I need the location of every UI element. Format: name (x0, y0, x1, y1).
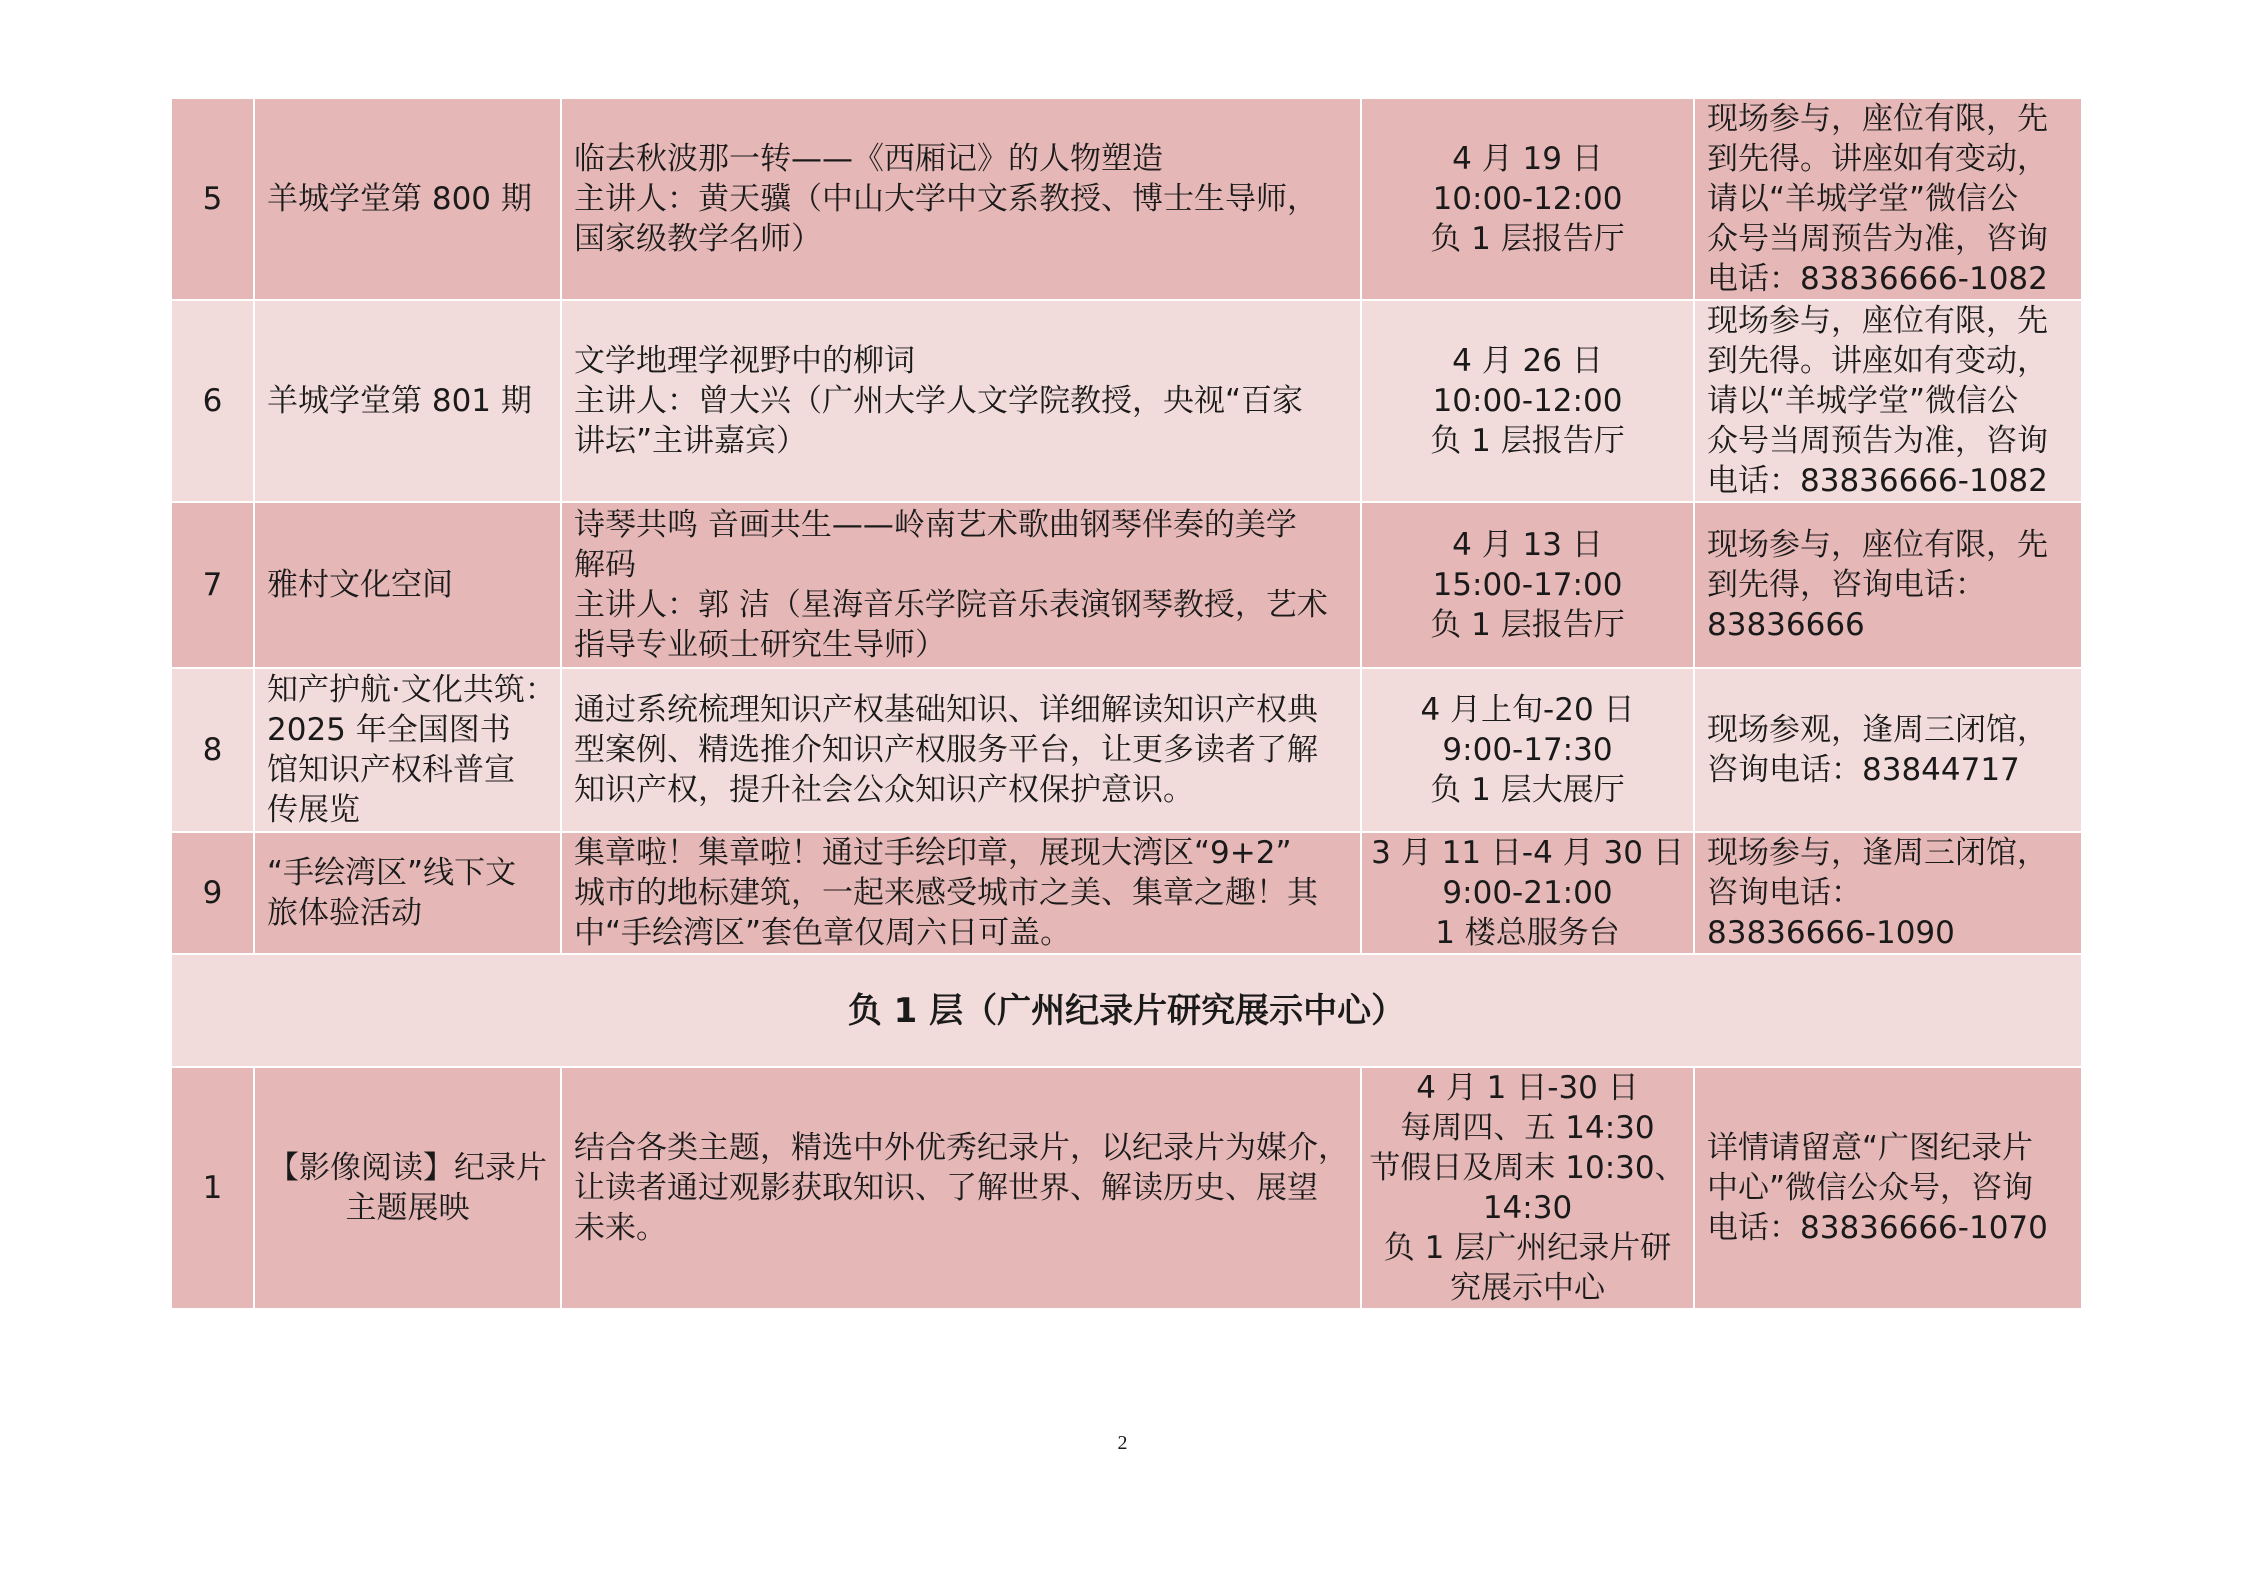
event-time-place: 4 月 13 日 15:00-17:00 负 1 层报告厅 (1361, 502, 1694, 668)
event-note: 现场参与，座位有限，先 到先得。讲座如有变动， 请以“羊城学堂”微信公 众号当周预告为准，咨询 电话：83836666-1082 (1694, 98, 2082, 300)
page-number: 2 (1117, 1432, 1128, 1454)
event-name: 羊城学堂第 801 期 (254, 300, 561, 502)
event-name: 【影像阅读】纪录片 主题展映 (254, 1067, 561, 1309)
event-time-place: 4 月上旬-20 日 9:00-17:30 负 1 层大展厅 (1361, 668, 1694, 832)
row-number: 7 (171, 502, 254, 668)
row-number: 8 (171, 668, 254, 832)
table-row (171, 300, 2082, 502)
row-number: 9 (171, 832, 254, 954)
table-row (171, 668, 2082, 832)
row-number: 6 (171, 300, 254, 502)
event-name: 知产护航·文化共筑： 2025 年全国图书 馆知识产权科普宣 传展览 (254, 668, 561, 832)
table-row (171, 502, 2082, 668)
events-table (170, 97, 2083, 1310)
event-time-place: 4 月 1 日-30 日 每周四、五 14:30 节假日及周末 10:30、 14:30 负 1 层广州纪录片研 究展示中心 (1361, 1067, 1694, 1309)
event-name: 羊城学堂第 800 期 (254, 98, 561, 300)
event-description: 集章啦！集章啦！通过手绘印章，展现大湾区“9+2” 城市的地标建筑，一起来感受城市之美、集章之趣！其 中“手绘湾区”套色章仅周六日可盖。 (561, 832, 1361, 954)
event-note: 现场参与，座位有限，先 到先得，咨询电话： 83836666 (1694, 502, 2082, 668)
event-description: 诗琴共鸣 音画共生——岭南艺术歌曲钢琴伴奏的美学 解码 主讲人：郭 洁（星海音乐学院音乐表演钢琴教授，艺术 指导专业硕士研究生导师） (561, 502, 1361, 668)
table-row (171, 832, 2082, 954)
event-description: 临去秋波那一转——《西厢记》的人物塑造 主讲人：黄天骥（中山大学中文系教授、博士生导师， 国家级教学名师） (561, 98, 1361, 300)
event-time-place: 4 月 19 日 10:00-12:00 负 1 层报告厅 (1361, 98, 1694, 300)
event-note: 现场参观，逢周三闭馆， 咨询电话：83844717 (1694, 668, 2082, 832)
event-description: 结合各类主题，精选中外优秀纪录片，以纪录片为媒介， 让读者通过观影获取知识、了解世界、解读历史、展望 未来。 (561, 1067, 1361, 1309)
event-note: 详情请留意“广图纪录片 中心”微信公众号，咨询 电话：83836666-1070 (1694, 1067, 2082, 1309)
table-row (171, 98, 2082, 300)
event-time-place: 4 月 26 日 10:00-12:00 负 1 层报告厅 (1361, 300, 1694, 502)
event-name: 雅村文化空间 (254, 502, 561, 668)
section-title: 负 1 层（广州纪录片研究展示中心） (171, 954, 2082, 1067)
event-time-place: 3 月 11 日-4 月 30 日 9:00-21:00 1 楼总服务台 (1361, 832, 1694, 954)
row-number: 5 (171, 98, 254, 300)
section-header-row (171, 954, 2082, 1067)
event-name: “手绘湾区”线下文 旅体验活动 (254, 832, 561, 954)
event-note: 现场参与，座位有限，先 到先得。讲座如有变动， 请以“羊城学堂”微信公 众号当周预告为准，咨询 电话：83836666-1082 (1694, 300, 2082, 502)
event-description: 文学地理学视野中的柳词 主讲人：曾大兴（广州大学人文学院教授，央视“百家 讲坛”主讲嘉宾） (561, 300, 1361, 502)
table-row (171, 1067, 2082, 1309)
event-description: 通过系统梳理知识产权基础知识、详细解读知识产权典 型案例、精选推介知识产权服务平台，让更多读者了解 知识产权，提升社会公众知识产权保护意识。 (561, 668, 1361, 832)
event-note: 现场参与，逢周三闭馆， 咨询电话： 83836666-1090 (1694, 832, 2082, 954)
row-number: 1 (171, 1067, 254, 1309)
